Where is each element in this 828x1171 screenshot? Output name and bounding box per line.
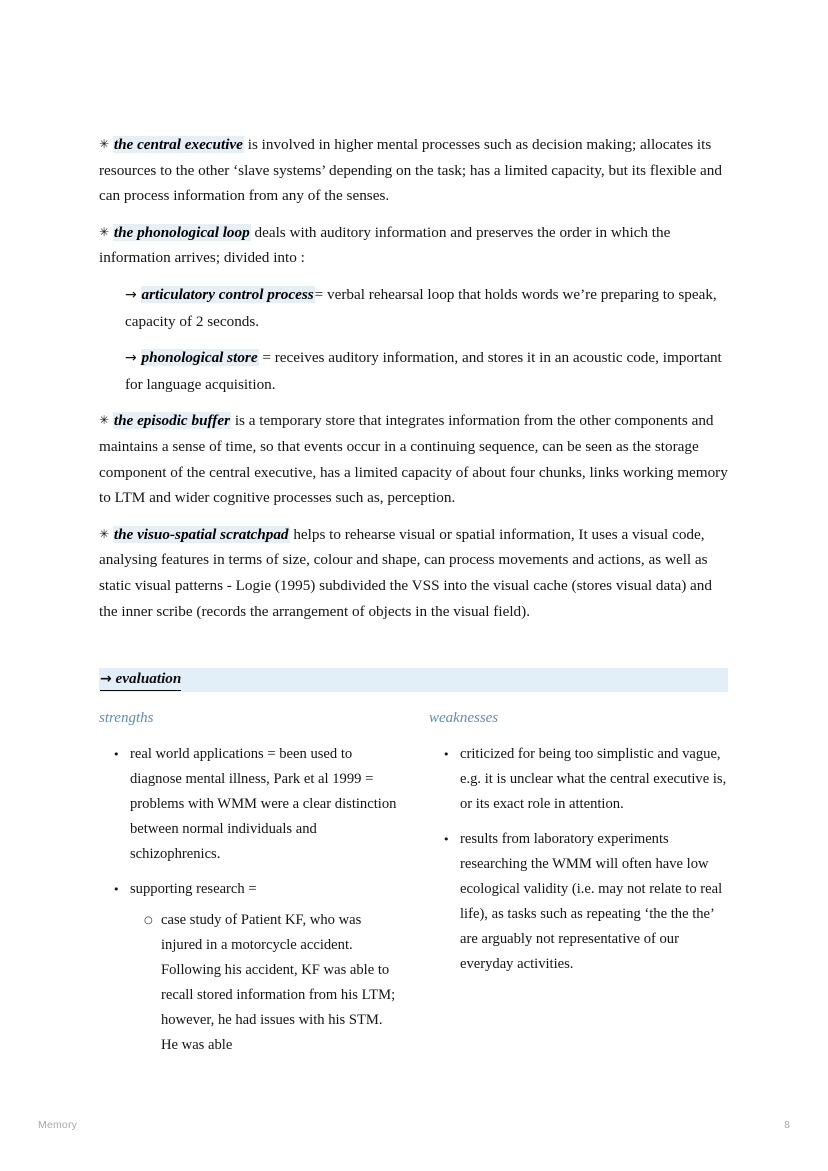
strengths-sublist — [130, 908, 399, 1058]
component-paragraph-episodic-buffer — [99, 408, 729, 510]
list-item-text: case study of Patient KF, who was injured in a motorcycle accident. Following his accident, KF was able to recall stored information from his LTM; however, he had issues with his STM. He was able — [161, 912, 396, 1053]
weaknesses-heading: weaknesses — [429, 710, 499, 726]
list-item-text: criticized for being too simplistic and vague, e.g. it is unclear what the central executive is, or its exact role in attention. — [460, 746, 727, 812]
evaluation-heading-label: evaluation — [115, 670, 182, 687]
term-central-executive: the central executive — [113, 136, 243, 153]
arrow-icon: → — [100, 671, 112, 687]
notes-body — [99, 132, 729, 635]
list-item-text: results from laboratory experiments researching the WMM will often have low ecological validity (i.e. may not relate to real life), as tasks such as repeating ‘the the the’ are arguably not representative of our everyday activities. — [460, 831, 723, 972]
star-bullet-icon: ✳ — [99, 526, 110, 541]
component-paragraph-central-executive — [99, 132, 729, 209]
page-footer — [0, 1119, 828, 1139]
arrow-icon: → — [125, 350, 137, 367]
circle-bullet-icon: ○ — [144, 915, 153, 926]
arrow-icon: → — [125, 286, 137, 303]
footer-page-number: 8 — [784, 1119, 790, 1131]
disc-bullet-icon: • — [113, 883, 120, 896]
strengths-heading: strengths — [99, 710, 154, 726]
weaknesses-list — [429, 742, 729, 977]
star-bullet-icon: ✳ — [99, 413, 110, 428]
term-articulatory-control-process: articulatory control process — [141, 285, 314, 303]
footer-document-title: Memory — [38, 1119, 78, 1131]
text-episodic-buffer: is a temporary store that integrates information from the other components and maintains a sense of time, so that events occur in a continuing sequence, can be seen as the storage component of the central executive, has a limited capacity of about four chunks, links working memory to LTM and wider cognitive processes such as, perception. — [99, 412, 728, 507]
text-articulatory-control-process: = verbal rehearsal loop that holds words we’re preparing to speak, capacity of 2 seconds. — [125, 285, 717, 330]
star-bullet-icon: ✳ — [99, 137, 110, 151]
component-paragraph-visuo-spatial-scratchpad — [99, 522, 729, 624]
evaluation-columns — [99, 708, 729, 1068]
strengths-list — [99, 742, 399, 1058]
text-visuo-spatial-scratchpad: helps to rehearse visual or spatial information, It uses a visual code, analysing features in terms of size, colour and shape, can process movements and actions, as well as static visual patterns - Logie (1995) subdivided the VSS into the visual cache (stores visual data) and the inner scribe (records the arrangement of objects in the visual field). — [99, 525, 712, 620]
text-central-executive: is involved in higher mental processes such as decision making; allocates its resources to the other ‘slave systems’ depending on the task; has a limited capacity, but its flexible and can process information from any of the senses. — [99, 136, 722, 205]
subitem-phonological-store — [99, 345, 729, 397]
term-visuo-spatial-scratchpad: the visuo-spatial scratchpad — [113, 525, 289, 543]
star-bullet-icon: ✳ — [99, 224, 110, 239]
list-item — [130, 908, 399, 1058]
evaluation-heading — [100, 670, 181, 691]
evaluation-banner — [99, 668, 728, 692]
disc-bullet-icon: • — [443, 748, 450, 761]
subitem-articulatory-control-process — [99, 282, 729, 334]
disc-bullet-icon: • — [113, 748, 120, 761]
term-phonological-store: phonological store — [141, 349, 258, 367]
list-item — [99, 742, 399, 867]
text-phonological-loop: deals with auditory information and preserves the order in which the information arrives; divided into : — [99, 223, 671, 267]
term-episodic-buffer: the episodic buffer — [113, 412, 231, 430]
disc-bullet-icon: • — [443, 833, 450, 846]
component-paragraph-phonological-loop — [99, 220, 729, 271]
weaknesses-column — [429, 708, 729, 1068]
list-item-text: real world applications = been used to diagnose mental illness, Park et al 1999 = problems with WMM were a clear distinction between normal individuals and schizophrenics. — [130, 746, 397, 862]
list-item — [429, 742, 729, 817]
list-item — [429, 827, 729, 977]
text-phonological-store: = receives auditory information, and stores it in an acoustic code, important for language acquisition. — [125, 349, 722, 393]
list-item — [99, 877, 399, 1058]
list-item-text: supporting research = — [130, 881, 257, 897]
strengths-column — [99, 708, 399, 1068]
term-phonological-loop: the phonological loop — [113, 223, 250, 241]
